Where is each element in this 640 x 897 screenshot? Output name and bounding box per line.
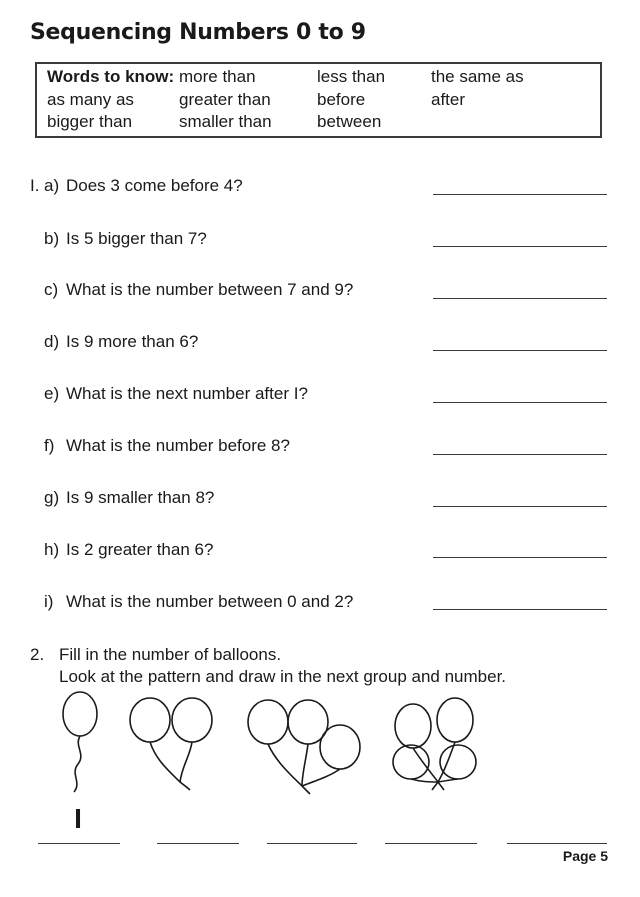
question-letter: b) [44, 229, 60, 248]
balloon-group-3 [248, 700, 360, 794]
balloon-icon [63, 692, 97, 736]
answer-line[interactable] [433, 298, 607, 299]
page-number: Page 5 [562, 848, 608, 864]
balloon-string [432, 779, 458, 790]
balloon-string [180, 742, 192, 782]
balloon-string [302, 744, 308, 786]
balloon-icon [320, 725, 360, 769]
question-letter: a) [44, 176, 60, 195]
balloon-illustration [30, 690, 610, 800]
word-item: before [317, 89, 366, 109]
balloon-icon [395, 704, 431, 748]
question-letter: e) [44, 384, 60, 403]
answer-one: I [74, 803, 82, 834]
words-grid [47, 67, 551, 135]
word-item: the same as [431, 67, 524, 86]
answer-line[interactable] [157, 843, 239, 844]
answer-line[interactable] [433, 454, 607, 455]
balloon-group-4 [393, 698, 476, 790]
question-letter: c) [44, 280, 59, 299]
question-text: What is the number before 8? [66, 436, 290, 455]
word-item: greater than [179, 89, 271, 109]
answer-line[interactable] [433, 557, 607, 558]
question-letter: d) [44, 332, 60, 351]
question-letter: g) [44, 488, 60, 507]
answer-line[interactable] [433, 246, 607, 247]
answer-line[interactable] [433, 506, 607, 507]
word-item: bigger than [47, 112, 133, 131]
page-title: Sequencing Numbers 0 to 9 [30, 20, 366, 45]
balloon-string [302, 769, 340, 786]
word-item: as many as [47, 89, 134, 109]
balloon-group-1 [63, 692, 97, 792]
question-text: What is the number between 7 and 9? [66, 280, 354, 299]
question-text: What is the number between 0 and 2? [66, 592, 354, 611]
answer-line[interactable] [433, 402, 607, 403]
question-text: Is 5 bigger than 7? [66, 229, 207, 248]
section-2-instruction: Fill in the number of balloons. [59, 645, 282, 664]
word-item: smaller than [179, 112, 272, 131]
answer-line[interactable] [433, 609, 607, 610]
words-to-know-label: Words to know: [47, 67, 175, 86]
word-item: between [317, 112, 382, 131]
words-to-know-box [35, 62, 602, 138]
question-letter: h) [44, 540, 60, 559]
answer-line[interactable] [433, 350, 607, 351]
word-item: less than [317, 67, 386, 86]
question-letter: f) [44, 436, 55, 455]
question-text: Is 2 greater than 6? [66, 540, 214, 559]
answer-line[interactable] [38, 843, 120, 844]
question-text: Is 9 smaller than 8? [66, 488, 215, 507]
question-text: What is the next number after I? [66, 384, 308, 403]
question-text: Is 9 more than 6? [66, 332, 199, 351]
question-text: Does 3 come before 4? [66, 176, 243, 195]
question-letter: i) [44, 592, 54, 611]
answer-line[interactable] [267, 843, 357, 844]
section-1-number: I. [30, 176, 40, 195]
balloon-group-2 [130, 698, 212, 790]
balloon-icon [130, 698, 170, 742]
answer-line[interactable] [507, 843, 607, 844]
balloon-groups [30, 690, 610, 800]
word-item: more than [179, 67, 256, 86]
balloon-icon [172, 698, 212, 742]
word-item: after [431, 89, 466, 109]
balloon-icon [437, 698, 473, 742]
section-2-number: 2. [30, 645, 45, 664]
answer-line[interactable] [433, 194, 607, 195]
balloon-icon [248, 700, 288, 744]
balloon-string [74, 736, 81, 792]
section-2-instruction: Look at the pattern and draw in the next group and number. [59, 667, 507, 686]
answer-line[interactable] [385, 843, 477, 844]
balloon-icon [440, 745, 476, 779]
